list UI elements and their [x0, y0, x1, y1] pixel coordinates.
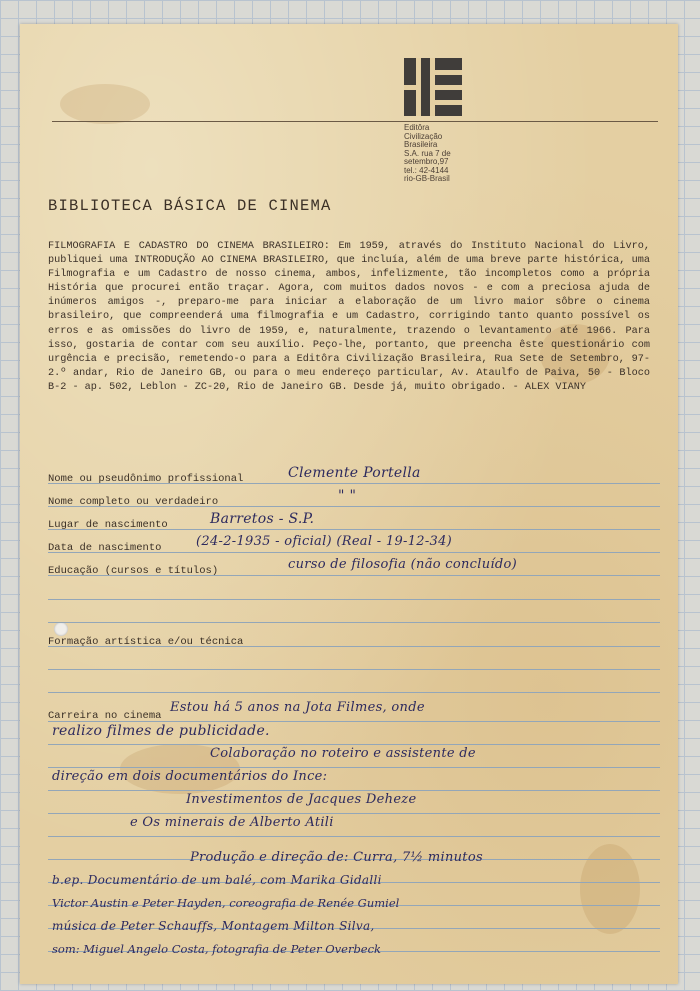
field-value-birthdate: (24-2-1935 - oficial) (Real - 19-12-34) — [196, 534, 453, 549]
field-label-career: Carreira no cinema — [48, 710, 162, 722]
form-rule — [48, 836, 660, 837]
punch-hole — [54, 622, 68, 636]
form-rule — [48, 599, 660, 600]
form-rule — [48, 692, 660, 693]
field-label-full-name: Nome completo ou verdadeiro — [48, 496, 219, 508]
publisher-logo — [404, 58, 462, 116]
career-line: Victor Austin e Peter Hayden, coreografia de Renée Gumiel — [52, 896, 400, 910]
form-rule — [48, 744, 660, 745]
document-title: BIBLIOTECA BÁSICA DE CINEMA — [48, 197, 332, 215]
address-line: Editôra — [404, 123, 430, 132]
field-label-birthdate: Data de nascimento — [48, 542, 162, 554]
career-line: Colaboração no roteiro e assistente de — [210, 746, 476, 761]
paper-stain — [580, 844, 640, 934]
field-value-professional-name: Clemente Portella — [288, 465, 421, 481]
career-line: direção em dois documentários do Ince: — [52, 769, 328, 784]
address-line: rio-GB-Brasil — [404, 174, 450, 183]
publisher-address — [404, 124, 484, 184]
career-line: realizo filmes de publicidade. — [52, 723, 270, 739]
field-value-education: curso de filosofia (não concluído) — [288, 557, 517, 572]
career-line: Investimentos de Jacques Deheze — [186, 792, 417, 807]
address-line: Civilização — [404, 131, 443, 141]
career-line: som: Miguel Angelo Costa, fotografia de Peter Overbeck — [52, 942, 382, 956]
field-label-training: Formação artística e/ou técnica — [48, 636, 244, 648]
field-label-birthplace: Lugar de nascimento — [48, 519, 168, 531]
field-label-education: Educação (cursos e títulos) — [48, 565, 219, 577]
paper-stain — [60, 84, 150, 124]
address-line: S.A. rua 7 de — [404, 148, 451, 158]
header-rule — [52, 121, 658, 122]
career-line: música de Peter Schauffs, Montagem Milton Silva, — [52, 919, 375, 933]
address-line: tel.: 42-4144 — [404, 165, 449, 175]
field-value-birthplace: Barretos - S.P. — [210, 511, 315, 527]
career-line: e Os minerais de Alberto Atili — [130, 815, 334, 830]
address-line: Brasileira — [404, 140, 438, 149]
form-rule — [48, 622, 660, 623]
field-value-full-name: " " — [338, 488, 357, 504]
career-line: Produção e direção de: Curra, 7½ minutos — [190, 850, 483, 865]
form-rule — [48, 669, 660, 670]
field-value-career: Estou há 5 anos na Jota Filmes, onde — [170, 700, 425, 715]
questionnaire-sheet — [20, 24, 678, 984]
form-rule — [48, 790, 660, 791]
field-label-professional-name: Nome ou pseudônimo profissional — [48, 473, 244, 485]
form-rule — [48, 767, 660, 768]
intro-paragraph: FILMOGRAFIA E CADASTRO DO CINEMA BRASILEIRO: Em 1959, através do Instituto Nacional do Livro, publiquei uma INTRODUÇÃO AO CINEMA BRASILEIRO, que incluía, além de uma breve parte histórica, uma Filmografia e um Cadastro de nosso cinema, ambos, infelizmente, tão incompletos como a própria História que procurei então traçar. Agora, com muitos dados novos - e com a preciosa ajuda de inúmeros amigos -, preparo-me para iniciar a elaboração de um livro maior sôbre o cinema brasileiro, que compreenderá uma filmografia e um Cadastro, corrigindo tanto quanto possível os erros e as omissões do livro de 1959, e, naturalmente, trazendo o levantamento até 1966. Para isso, gostaria de contar com seu auxílio. Peço-lhe, portanto, que preencha êste questionário com urgência e precisão, remetendo-o para a Editôra Civilização Brasileira, Rua Sete de Setembro, 97-2.º andar, Rio de Janeiro GB, ou para o meu endereço particular, Av. Ataulfo de Paiva, 50 - Bloco B-2 - ap. 502, Leblon - ZC-20, Rio de Janeiro GB. Desde já, muito obrigado. - ALEX VIANY — [48, 241, 650, 393]
form-rule — [48, 813, 660, 814]
address-line: setembro,97 — [404, 157, 449, 166]
career-line: b.ep. Documentário de um balé, com Marika Gidalli — [52, 873, 382, 887]
